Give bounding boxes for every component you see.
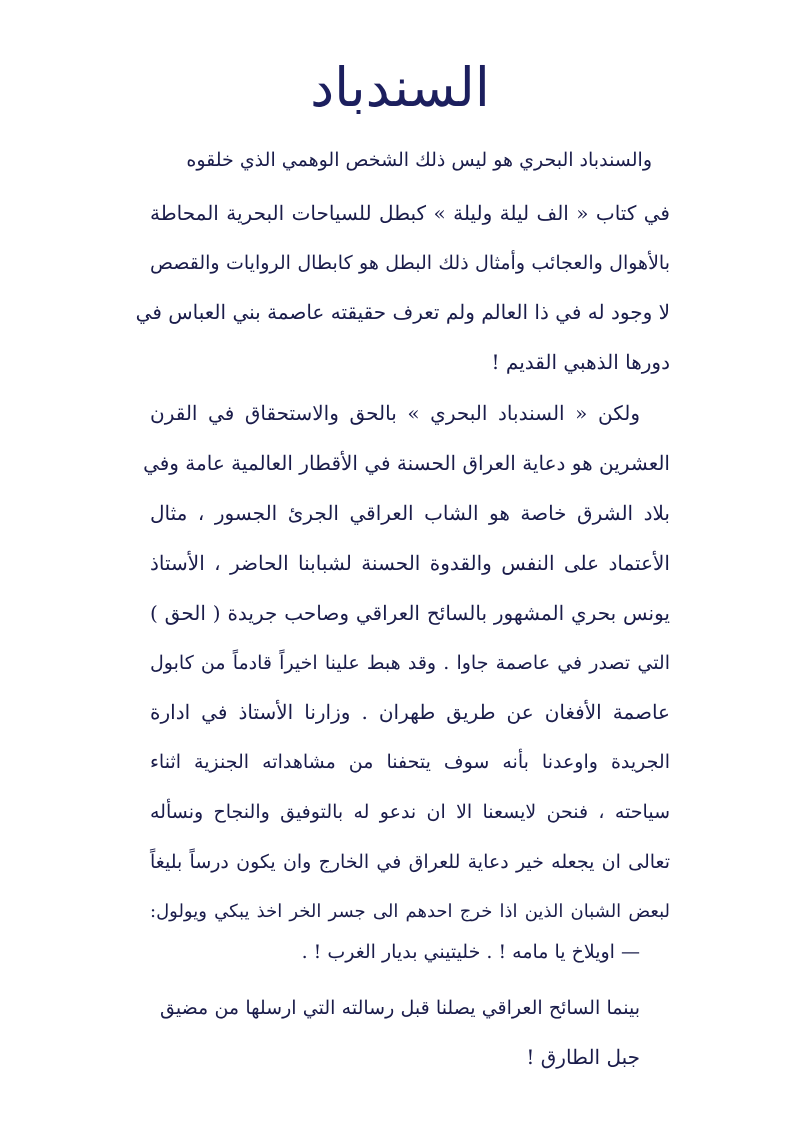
text-line-18: بينما السائح العراقي يصلنا قبل رسالته التي ارسلها من مضيق [160, 997, 640, 1019]
text-line-16: لبعض الشبان الذين اذا خرج احدهم الى جسر الخر اخذ يبكي ويولول: [150, 901, 670, 922]
text-line-1: والسندباد البحري هو ليس ذلك الشخص الوهمي الذي خلقوه [186, 149, 652, 171]
text-line-10: يونس بحري المشهور بالسائح العراقي وصاحب جريدة ( الحق ) [150, 601, 670, 625]
text-line-11: التي تصدر في عاصمة جاوا . وقد هبط علينا اخيراً قادماً من كابول [150, 652, 670, 674]
page-title: السندباد [310, 56, 490, 119]
text-line-2: في كتاب « الف ليلة وليلة » كبطل للسياحات البحرية المحاطة [150, 201, 670, 225]
text-line-3: بالأهوال والعجائب وأمثال ذلك البطل هو كابطال الروايات والقصص [150, 252, 670, 274]
text-line-19: جبل الطارق ! [526, 1045, 640, 1069]
text-line-4: لا وجود له في ذا العالم ولم تعرف حقيقته عاصمة بني العباس في [135, 300, 670, 324]
text-line-6: ولكن « السندباد البحري » بالحق والاستحقاق في القرن [150, 401, 640, 425]
text-line-14: سياحته ، فنحن لايسعنا الا ان ندعو له بالتوفيق والنجاح ونسأله [150, 801, 670, 823]
text-line-17: — اويلاخ يا مامه ! . خليتيني بديار الغرب ! . [301, 941, 640, 963]
text-line-5: دورها الذهبي القديم ! [491, 350, 670, 374]
text-line-9: الأعتماد على النفس والقدوة الحسنة لشبابنا الحاضر ، الأستاذ [150, 551, 670, 575]
text-line-13: الجريدة واوعدنا بأنه سوف يتحفنا من مشاهداته الجنزية اثناء [150, 751, 670, 773]
text-line-12: عاصمة الأفغان عن طريق طهران . وزارنا الأستاذ في ادارة [150, 700, 670, 724]
text-line-15: تعالى ان يجعله خير دعاية للعراق في الخارج وان يكون درساً بليغاً [150, 851, 670, 873]
text-line-7: العشرين هو دعاية العراق الحسنة في الأقطار العالمية عامة وفي [143, 451, 670, 475]
text-line-8: بلاد الشرق خاصة هو الشاب العراقي الجرئ الجسور ، مثال [150, 501, 670, 525]
